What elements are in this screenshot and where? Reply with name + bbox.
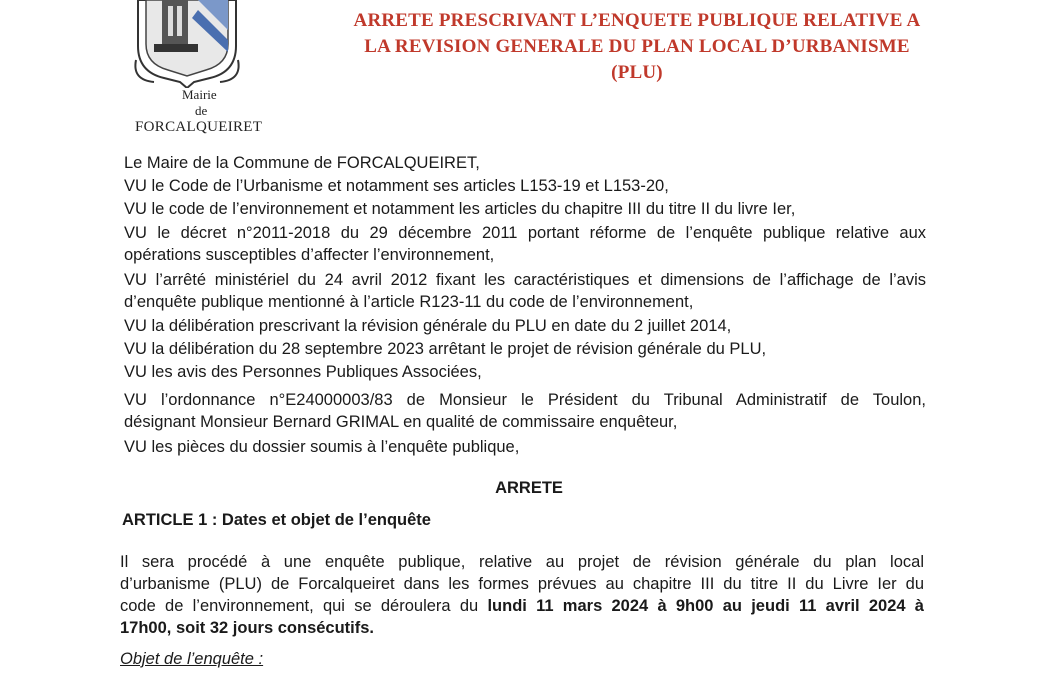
objet-enquete-label: Objet de l’enquête : bbox=[120, 650, 264, 668]
mairie-de-label: de bbox=[195, 103, 208, 118]
title-line: (PLU) bbox=[611, 62, 663, 83]
considerant-arrete-ministeriel: VU l’arrêté ministériel du 24 avril 2012 fixant les caractéristiques et dimensions de l’affichage de l’avis d’enquête publique mentionné à l’article R123-11 du code de l’environnement, bbox=[124, 271, 926, 311]
title-line: LA REVISION GENERALE DU PLAN LOCAL D’URBANISME bbox=[364, 36, 910, 57]
considerant-maire: Le Maire de la Commune de FORCALQUEIRET, bbox=[124, 154, 480, 172]
considerant-pieces-dossier: VU les pièces du dossier soumis à l’enquête publique, bbox=[124, 438, 520, 456]
considerant-avis-ppa: VU les avis des Personnes Publiques Associées, bbox=[124, 363, 482, 381]
considerant-decret: VU le décret n°2011-2018 du 29 décembre 2011 portant réforme de l’enquête publique relative aux opérations susceptibles d’affecter l’environnement, bbox=[124, 224, 926, 264]
article-1-heading: ARTICLE 1 : Dates et objet de l’enquête bbox=[122, 511, 431, 529]
coat-of-arms-icon bbox=[132, 0, 242, 88]
article-1-paragraph: Il sera procédé à une enquête publique, relative au projet de révision générale du plan local d’urbanisme (PLU) de Forcalqueiret dans les formes prévues au chapitre III du titre II du Livre Ier du code de l’environnement, qui se déroulera du lundi 11 mars 2024 à 9h00 au jeudi 11 avril 2024 à 17h00, soit 32 jours consécutifs. bbox=[120, 553, 924, 637]
title-line: ARRETE PRESCRIVANT L’ENQUETE PUBLIQUE RELATIVE A bbox=[353, 10, 921, 31]
considerant-code-environnement: VU le code de l’environnement et notamment les articles du chapitre III du titre II du livre Ier, bbox=[124, 200, 796, 218]
town-name: FORCALQUEIRET bbox=[135, 119, 263, 135]
considerant-ordonnance: VU l’ordonnance n°E24000003/83 de Monsieur le Président du Tribunal Administratif de Toulon, désignant Monsieur Bernard GRIMAL en qualité de commissaire enquêteur, bbox=[124, 391, 926, 431]
mairie-label: Mairie bbox=[182, 87, 217, 102]
document-title bbox=[340, 8, 934, 86]
considerant-deliberation-2023: VU la délibération du 28 septembre 2023 arrêtant le projet de révision générale du PLU, bbox=[124, 340, 767, 358]
considerant-deliberation-2014: VU la délibération prescrivant la révision générale du PLU en date du 2 juillet 2014, bbox=[124, 317, 732, 335]
considerant-code-urbanisme: VU le Code de l’Urbanisme et notamment ses articles L153-19 et L153-20, bbox=[124, 177, 669, 195]
arrete-heading: ARRETE bbox=[495, 479, 563, 497]
